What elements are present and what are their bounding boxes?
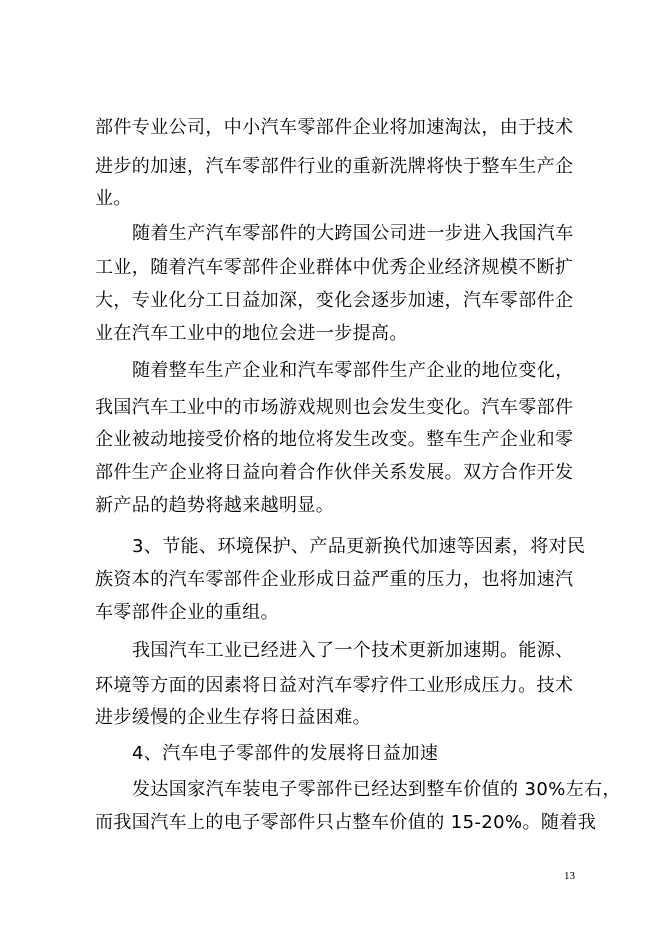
section-heading: 4、汽车电子零部件的发展将日益加速 (132, 743, 439, 764)
text-line: 我国汽车工业已经进入了一个技术更新加速期。能源、 (132, 640, 574, 661)
text-line: 进步的加速，汽车零部件行业的重新洗牌将快于整车生产企 (95, 156, 574, 177)
text-line: 部件生产企业将日益向着合作伙伴关系发展。双方合作开发 (95, 462, 574, 483)
text-line: 企业被动地接受价格的地位将发生改变。整车生产企业和零 (95, 429, 574, 450)
text-line: 进步缓慢的企业生存将日益困难。 (95, 707, 371, 728)
text-line: 随着整车生产企业和汽车零部件生产企业的地位变化， (132, 360, 574, 381)
text-line: 工业，随着汽车零部件企业群体中优秀企业经济规模不断扩 (95, 257, 574, 278)
text-line: 部件专业公司，中小汽车零部件企业将加速淘汰，由于技术 (95, 117, 574, 138)
text-line: 发达国家汽车装电子零部件已经达到整车价值的 30%左右， (132, 779, 621, 800)
text-line: 而我国汽车上的电子零部件只占整车价值的 15-20%。随着我 (95, 812, 597, 833)
text-line: 业在汽车工业中的地位会进一步提高。 (95, 323, 408, 344)
text-line: 环境等方面的因素将日益对汽车零疗件工业形成压力。技术 (95, 675, 574, 696)
text-line: 随着生产汽车零部件的大跨国公司进一步进入我国汽车 (132, 223, 574, 244)
text-line: 族资本的汽车零部件企业形成日益严重的压力，也将加速汽 (95, 569, 574, 590)
text-line: 新产品的趋势将越来越明显。 (95, 495, 335, 516)
text-line: 大，专业化分工日益加深，变化会逐步加速，汽车零部件企 (95, 290, 574, 311)
text-line: 我国汽车工业中的市场游戏规则也会发生变化。汽车零部件 (95, 397, 574, 418)
page-number: 13 (564, 870, 575, 882)
text-line: 业。 (95, 188, 132, 209)
text-line: 3、节能、环境保护、产品更新换代加速等因素，将对民 (132, 536, 586, 557)
text-line: 车零部件企业的重组。 (95, 602, 279, 623)
